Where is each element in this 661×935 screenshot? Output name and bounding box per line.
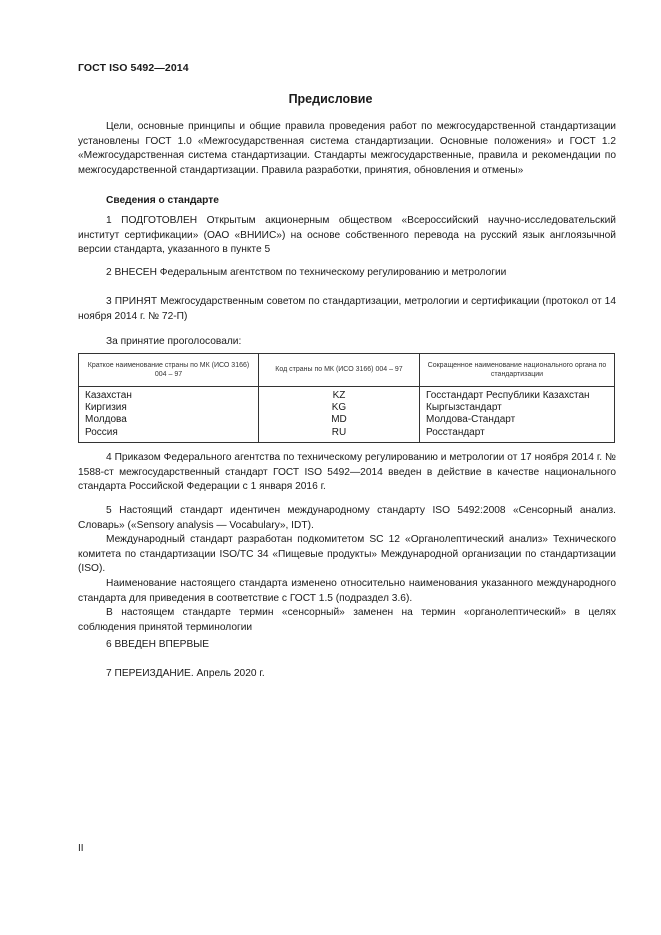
header-country: Краткое наименование страны по МК (ИСО 3166) 004 – 97 bbox=[79, 354, 259, 387]
item-7-paragraph: 7 ПЕРЕИЗДАНИЕ. Апрель 2020 г. bbox=[106, 668, 265, 679]
intro-paragraph: Цели, основные принципы и общие правила проведения работ по межгосударственной стандартизации установлены ГОСТ 1.0 «Межгосударственная система стандартизации. Основные положения» и ГОСТ 1.2 «Межгосударственная система стандартизации. Стандарты межгосударственные, правила и рекомендации по межгосударственной стандартизации. Правила разработки, принятия, обновления и отмены» bbox=[78, 121, 616, 176]
item-5-paragraph-2: Международный стандарт разработан подкомитетом SC 12 «Органолептический анализ» Технического комитета по стандартизации ISO/TC 34 «Пищевые продукты» Международной организации по стандартизации (ISO). bbox=[78, 534, 616, 575]
country-code: KZ bbox=[332, 390, 346, 401]
item-4-paragraph: 4 Приказом Федерального агентства по техническому регулированию и метрологии от 17 ноября 2014 г. № 1588-ст межгосударственный стандарт ГОСТ ISO 5492—2014 введен в действие в качестве национального стандарта Российской Федерации с 1 января 2016 г. bbox=[78, 452, 616, 493]
item-2-paragraph: 2 ВНЕСЕН Федеральным агентством по техническому регулированию и метрологии bbox=[106, 267, 507, 278]
item-3-block bbox=[78, 295, 616, 324]
code-cell bbox=[259, 387, 420, 443]
item-1-block bbox=[78, 214, 616, 258]
country-code: KG bbox=[331, 402, 347, 414]
standards-body: Госстандарт Республики Казахстан bbox=[426, 390, 590, 401]
item-5-paragraph-4: В настоящем стандарте термин «сенсорный» заменен на термин «органолептический» в целях соблюдения принятой терминологии bbox=[78, 607, 616, 633]
item-2-block bbox=[78, 266, 616, 281]
table-header-row bbox=[79, 354, 615, 387]
country-name: Киргизия bbox=[85, 402, 127, 414]
info-heading-block bbox=[78, 194, 616, 209]
header-body: Сокращенное наименование национального органа по стандартизации bbox=[420, 354, 615, 387]
country-name: Молдова bbox=[85, 414, 127, 426]
item-7-block bbox=[78, 667, 616, 682]
item-6-paragraph: 6 ВВЕДЕН ВПЕРВЫЕ bbox=[106, 639, 210, 650]
standard-id: ГОСТ ISO 5492—2014 bbox=[78, 62, 189, 74]
item-5-block bbox=[78, 504, 616, 635]
item-5-paragraph: 5 Настоящий стандарт идентичен международному стандарту ISO 5492:2008 «Сенсорный анализ. Словарь» («Sensory analysis — Vocabulary», IDT). bbox=[78, 505, 616, 531]
standards-body: Молдова-Стандарт bbox=[426, 414, 516, 426]
item-5-paragraph-3: Наименование настоящего стандарта изменено относительно наименования указанного международного стандарта для приведения в соответствие с ГОСТ 1.5 (подраздел 3.6). bbox=[78, 577, 616, 604]
country-code: RU bbox=[331, 426, 347, 438]
page-title: Предисловие bbox=[288, 92, 373, 106]
country-cell bbox=[79, 387, 259, 443]
votes-intro-block bbox=[78, 335, 616, 350]
voting-table bbox=[78, 353, 615, 443]
table-row bbox=[79, 387, 615, 443]
intro-block bbox=[78, 120, 616, 178]
item-4-block bbox=[78, 451, 616, 495]
standards-body: Росстандарт bbox=[426, 426, 485, 438]
standards-body: Кыргызстандарт bbox=[426, 402, 502, 414]
section-subheading: Сведения о стандарте bbox=[106, 195, 219, 206]
country-name: Казахстан bbox=[85, 390, 132, 401]
votes-intro: За принятие проголосовали: bbox=[106, 336, 242, 347]
header-code: Код страны по МК (ИСО 3166) 004 – 97 bbox=[259, 354, 420, 387]
body-cell bbox=[420, 387, 615, 443]
page-number: II bbox=[78, 843, 84, 854]
item-3-paragraph: 3 ПРИНЯТ Межгосударственным советом по стандартизации, метрологии и сертификации (протокол от 14 ноября 2014 г. № 72-П) bbox=[78, 296, 616, 322]
item-6-block bbox=[78, 638, 616, 653]
country-name: Россия bbox=[85, 426, 118, 438]
item-1-paragraph: 1 ПОДГОТОВЛЕН Открытым акционерным обществом «Всероссийский научно-исследовательский институт сертификации» (ОАО «ВНИИС») на основе собственного перевода на русский язык англоязычной версии стандарта, указанного в пункте 5 bbox=[78, 215, 616, 256]
country-code: MD bbox=[331, 414, 347, 426]
